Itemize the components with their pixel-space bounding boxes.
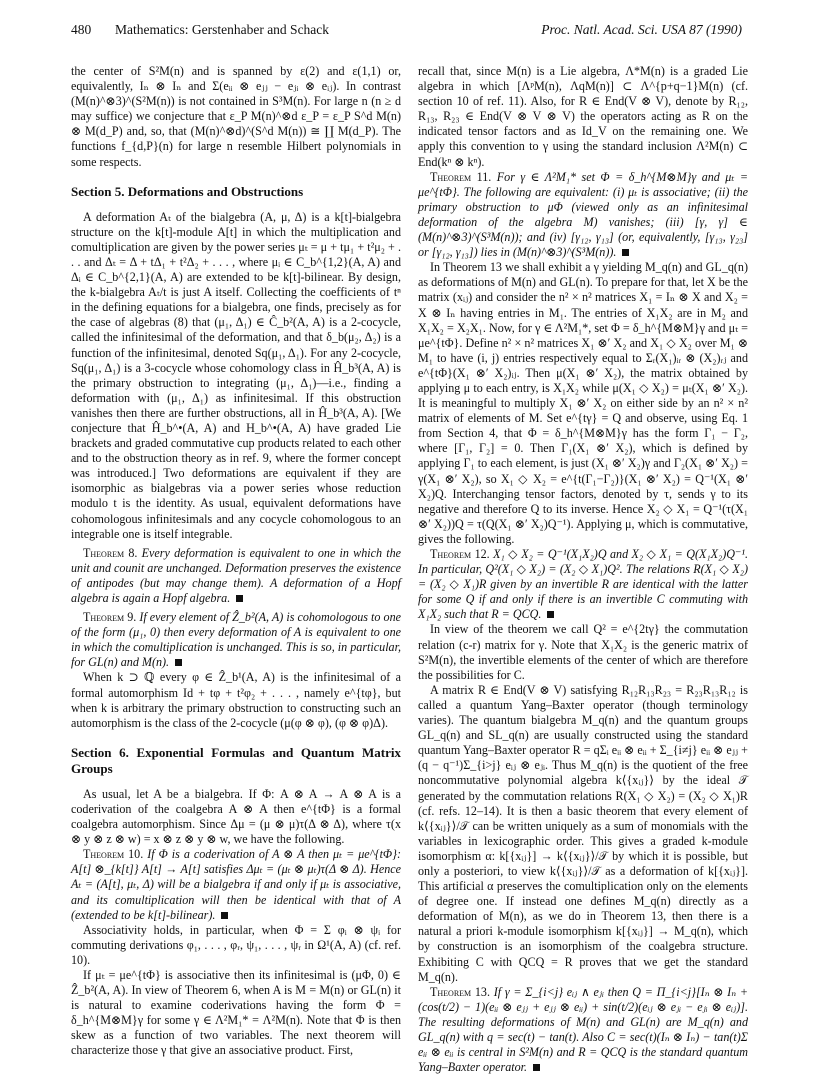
section-5-title: Section 5. Deformations and Obstructions [71,183,304,199]
theorem-9 [71,610,401,670]
automorphism-paragraph: When k ⊃ ℚ every φ ∈ Ẑ_b¹(A, A) is the infinitesimal of a formal automorphism Id + tφ + t²φ₂ + . . . , namely e^{tφ}, but when k is arbitrary the primary obstruction to constructing such an automorphism is the class of the 2-cocycle (μ(φ ⊗ φ), (φ ⊗ φ)Δ). [71,670,401,730]
theorem-13 [418,985,748,1076]
theorem-13-label: Theorem 13. [430,984,491,999]
qed-icon [221,912,228,919]
theorem-10-body: If Φ is a coderivation of A ⊗ A then μₜ = μe^{tΦ}: A[t] ⊗_{k[t]} A[t] → A[t] satisfies Δμₜ = (μₜ ⊗ μₜ)τ(Δ ⊗ Δ). Hence Aₜ = (A[t], μₜ, Δ) will be a bialgebra if and only if μₜ is associative, and its comultiplication will then be identical with that of A (extended to be k[t]-bilinear). [71,847,402,922]
intro-paragraph: the center of S²M(n) and is spanned by ε(2) and ε(1,1) or, equivalently, Iₙ ⊗ Iₙ and Σ(eᵢᵢ ⊗ eⱼⱼ − eⱼᵢ ⊗ eᵢⱼ). In contrast (M(n)^⊗3)^(S²M(n)) is not contained in S³M(n). For large n (n ≥ d may suffice) we conjecture that ε_P M(n)^⊗d ε_P = ε_P S^d M(n) ⊗ M(d_P) and, so, that (M(n)^⊗d)^(S^d M(n)) ≅ ∐ M(d_P). The functions f_{d,P}(n) for large n resemble Hilbert polynomials in some respects. [71,64,401,169]
journal-citation: Proc. Natl. Acad. Sci. USA 87 (1990) [541,22,742,37]
coderivation-paragraph: As usual, let A be a bialgebra. If Φ: A ⊗ A → A ⊗ A is a coderivation of the coalgebra A ⊗ A then e^{tΦ} is a formal coalgebra automorphism. Since Δμ = (μ ⊗ μ)τ(Δ ⊗ Δ), where τ(x ⊗ y ⊗ z ⊗ w) = x ⊗ z ⊗ y ⊗ w, we have the following. [71,786,401,847]
qed-icon [547,611,554,618]
running-title: Mathematics: Gerstenhaber and Schack [115,22,330,37]
right-column [418,64,748,1075]
theorem-9-body: If every element of Ẑ_b²(A, A) is cohomologous to one of the form (μ₁, 0) then every deformation of A is equivalent to one in which the comultiplication is unchanged. This is so, in particular, for GL(n) and M(n). [71,610,401,670]
theorem-11 [418,170,748,261]
theorem-13-body: If γ = Σ_{i<j} eᵢⱼ ∧ eⱼᵢ then Q = Π_{i<j}[Iₙ ⊗ Iₙ + (cos(t/2) − 1)(eᵢᵢ ⊗ eⱼⱼ + eⱼⱼ ⊗ eᵢᵢ) + sin(t/2)(eᵢⱼ ⊗ eⱼᵢ − eⱼᵢ ⊗ eᵢⱼ)]. The resulting deformations of M(n) and GL(n) are M_q(n) and GL_q(n) with q = sec(t) − tan(t). Also C = sec(t)(Iₙ ⊗ Iₙ) − tan(t)Σ eᵢᵢ ⊗ eᵢᵢ is central in S²M(n) and R = QCQ is the standard quantum Yang–Baxter operator. [418,984,748,1075]
theorem-11-label: Theorem 11. [430,169,492,184]
qed-icon [175,659,182,666]
page-header [71,22,742,42]
qed-icon [533,1064,540,1071]
yang-baxter-paragraph: A matrix R ∈ End(V ⊗ V) satisfying R₁₂R₁₃R₂₃ = R₂₃R₁₃R₁₂ is called a quantum Yang–Baxter operator (though terminology varies). The quantum bialgebra M_q(n) and the quantum groups GL_q(n) and SL_q(n) are usually constructed using the standard quantum Yang–Baxter operator R = qΣᵢ eᵢᵢ ⊗ eᵢᵢ + Σ_{i≠j} eᵢᵢ ⊗ eⱼⱼ + (q − q⁻¹)Σ_{i>j} eᵢⱼ ⊗ eⱼᵢ. Thus M_q(n) is the quotient of the free noncommutative polynomial algebra k⟨{xᵢⱼ}⟩ by the ideal 𝒯 generated by the commutation relations R(X₁ ◇ X₂) = (X₂ ◇ X₁)R (cf. refs. 12–14). It is then a basic theorem that every element of k⟨{xᵢⱼ}⟩/𝒯 can be written uniquely as a sum of monomials with the variables in lexicographic order. This gives a graded k-module isomorphism α: k[{xᵢⱼ}] → k⟨{xᵢⱼ}⟩/𝒯 by which it is possible, but only a posteriori, to view k⟨{xᵢⱼ}⟩/𝒯 as a deformation of k[{xᵢⱼ}]. This artificial α preserves the comultiplication only on the elements of degree one. If instead one defines M_q(n) directly as a deformation of M(n), as we do in Theorem 13, then there is a natural a priori k-module isomorphism k[{xᵢⱼ}] → M_q(n), which by construction is an isomorphism of the coalgebra structure. Exhibiting C with QCQ = R proves that we get the standard M_q(n). [418,682,748,984]
associativity-paragraph: Associativity holds, in particular, when Φ = Σ φᵢ ⊗ ψᵢ for commuting derivations φ₁, . . . , φᵣ, ψ₁, . . . , ψᵣ in Ω¹(A, A) (cf. ref. 10). [71,922,401,967]
section-6-title: Section 6. Exponential Formulas and Quantum Matrix Groups [71,744,401,776]
page-number: 480 [71,22,92,37]
theorem-8-body: Every deformation is equivalent to one in which the unit and counit are unchanged. Deformation preserves the existence of antipodes (but may change them). A deformation of a Hopf algebra is again a Hopf algebra. [71,545,402,605]
theorem-10-label: Theorem 10. [83,847,144,862]
commutation-relation-paragraph: In view of the theorem we call Q² = e^{2tγ} the commutation relation (c-r) matrix for γ. Note that X₁X₂ is the generic matrix of S²M(n), the invertible elements of the center of which are therefore the possibilities for C. [418,622,748,682]
deformation-paragraph: A deformation Aₜ of the bialgebra (A, μ, Δ) is a k[t]-bialgebra structure on the k[t]-module A[t] in which the multiplication and comultiplication are given by the power series μₜ = μ + tμ₁ + t²μ₂ + . . . and Δₜ = Δ + tΔ₁ + t²Δ₂ + . . . , where μᵢ ∈ C_b^{1,2}(A, A) and Δᵢ ∈ C_b^{2,1}(A, A) are extended to be k[t]-bilinear. By design, the k-bialgebra Aₜ/t is just A itself. Collecting the coefficients of tⁿ in the defining equations for a bialgebra, one finds, precisely as for the case of algebras (8) that (μ₁, Δ₁) ∈ Ĉ_b²(A, A) is a 2-cocycle, called the infinitesimal of the deformation, and that δ_b(μ₂, Δ₂) is a function of the infinitesimal, denoted Sq(μ₁, Δ₁). For any 2-cocycle, Sq(μ₁, Δ₁) is a 3-cocycle whose cohomology class in Ĥ_b³(A, A) is the primary obstruction to integrating (μ₁, Δ₁)—i.e., finding a deformation with (μ₁, Δ₁) as infinitesimal. If this obstruction vanishes then there are further obstructions, all in Ĥ_b³(A, A). [We conjecture that Ĥ_b^•(A, A) and H_b^•(A, A) have graded Lie brackets and graded commutative cup products related to each other and to the obstruction theory as in ref. 9, where the former concept was introduced.] Two deformations are equivalent if they are isomorphic as bialgebras via a power series whose reduction modulo t is the identity. As usual, equivalent deformations have cohomologous infinitesimals and any cocycle cohomologous to an integrable one is itself integrable. [71,209,401,541]
qed-icon [236,595,243,602]
theorem-11-body: For γ ∈ Λ²M₁* set Φ = δ_h^{M⊗M}γ and μₜ = μe^{tΦ}. The following are equivalent: (i) μₜ is associative; (ii) the primary obstruction to μΦ (viewed only as an infinitesimal deformation of the algebra M) vanishes; (iii) [γ, γ] ∈ (M(n)^⊗3)^(S³M(n)); and (iv) [γ₁₂, γ₁₃] (or, equivalently, [γ₁₃, γ₂₃] or [γ₁₂, γ₁₃]) lies in (M(n)^⊗3)^(S³M(n)). [418,169,748,260]
theorem-9-label: Theorem 9. [83,610,137,625]
theorem-12-label: Theorem 12. [430,547,490,561]
matrix-paragraph: In Theorem 13 we shall exhibit a γ yielding M_q(n) and GL_q(n) as deformations of M(n) and GL(n). To prepare for that, let X be the matrix (xᵢⱼ) and consider the n² × n² matrices X₁ = Iₙ ⊗ X and X₂ = X ⊗ Iₙ having entries in M₁. The entries of X₁X₂ are in M₂ and X₁X₂ = X₂X₁. Now, for γ ∈ Λ²M₁*, set Φ = δ_h^{M⊗M}γ and μₜ = μe^{tΦ}. Define n² × n² matrices X₁ ⊗′ X₂ and X₁ ◇ X₂ over M₁ ⊗ M₁ to have (i, j) entries respectively equal to Σᵣ(X₁)ᵢᵣ ⊗ (X₂)ᵣⱼ and e^{tΦ}(X₁ ⊗′ X₂)ᵢⱼ. Then μ(X₁ ⊗′ X₂), the matrix obtained by applying μ to each entry, is X₁X₂ while μ(X₁ ◇ X₂) = μₜ(X₁ ⊗′ X₂). It is meaningful to multiply X₁ ⊗′ X₂ on either side by an n² × n² matrix of elements of M. Set e^{tγ} = Q and observe, using Eq. 1 from Section 4, that Φ = δ_h^{M⊗M}γ has the form Γ₁ − Γ₂, where [Γ₁, Γ₂] = 0. Then Γ₁(X₁ ⊗′ X₂), which is defined by applying Γ₁ to each element, is just (X₁ ⊗′ X₂)γ and Γ₂(X₁ ⊗′ X₂) = γ(X₁ ⊗′ X₂), so X₁ ◇ X₂ = e^{t(Γ₁−Γ₂)}(X₁ ⊗′ X₂) = Q⁻¹(X₁ ⊗′ X₂)Q. Interchanging tensor factors, denoted by τ, sends γ to its negative and therefore Q to its inverse. Hence X₂ ◇ X₁ = Q⁻¹(τ(X₁ ⊗′ X₂))Q = τ(Q(X₁ ⊗′ X₂)Q⁻¹). Applying μ, which is commutative, gives the following. [418,260,748,546]
theorem-12-body: X₁ ◇ X₂ = Q⁻¹(X₁X₂)Q and X₂ ◇ X₁ = Q(X₁X₂)Q⁻¹. In particular, Q²(X₁ ◇ X₂) = (X₂ ◇ X₁)Q². The relations R(X₁ ◇ X₂) = (X₂ ◇ X₁)R given by an invertible R are identical with the latter for some Q if and only if there is an invertible C commuting with X₁X₂ such that R = QCQ. [418,547,748,622]
left-column [71,64,401,1059]
qed-icon [622,249,629,256]
theorem-8-label: Theorem 8. [83,545,138,560]
theorem-10 [71,847,401,922]
theorem-12 [418,547,748,622]
infinitesimal-paragraph: If μₜ = μe^{tΦ} is associative then its infinitesimal is (μΦ, 0) ∈ Ẑ_b²(A, A). In view of Theorem 6, when A is M = M(n) or GL(n) it is natural to examine coderivations having the form Φ = δ_h^{M⊗M}γ for some γ ∈ Λ²M₁* = Λ²M(n). Note that Φ is then skew as a function of two variables. The next theorem will characterize those γ that give an associative product. First, [71,967,401,1058]
lie-algebra-paragraph: recall that, since M(n) is a Lie algebra, Λ*M(n) is a graded Lie algebra in which [ΛᵖM(n), ΛqM(n)] ⊂ Λ^{p+q−1}M(n) (cf. section 10 of ref. 11). Also, for R ∈ End(V ⊗ V), denote by R₁₂, R₁₃, R₂₃ ∈ End(V ⊗ V ⊗ V) the operators acting as R on the indicated tensor factors and as Id_V on the remaining one. We apply this convention to γ using the standard inclusion Λ²M(n) ⊂ End(kⁿ ⊗ kⁿ). [418,64,748,169]
theorem-8 [71,546,401,606]
